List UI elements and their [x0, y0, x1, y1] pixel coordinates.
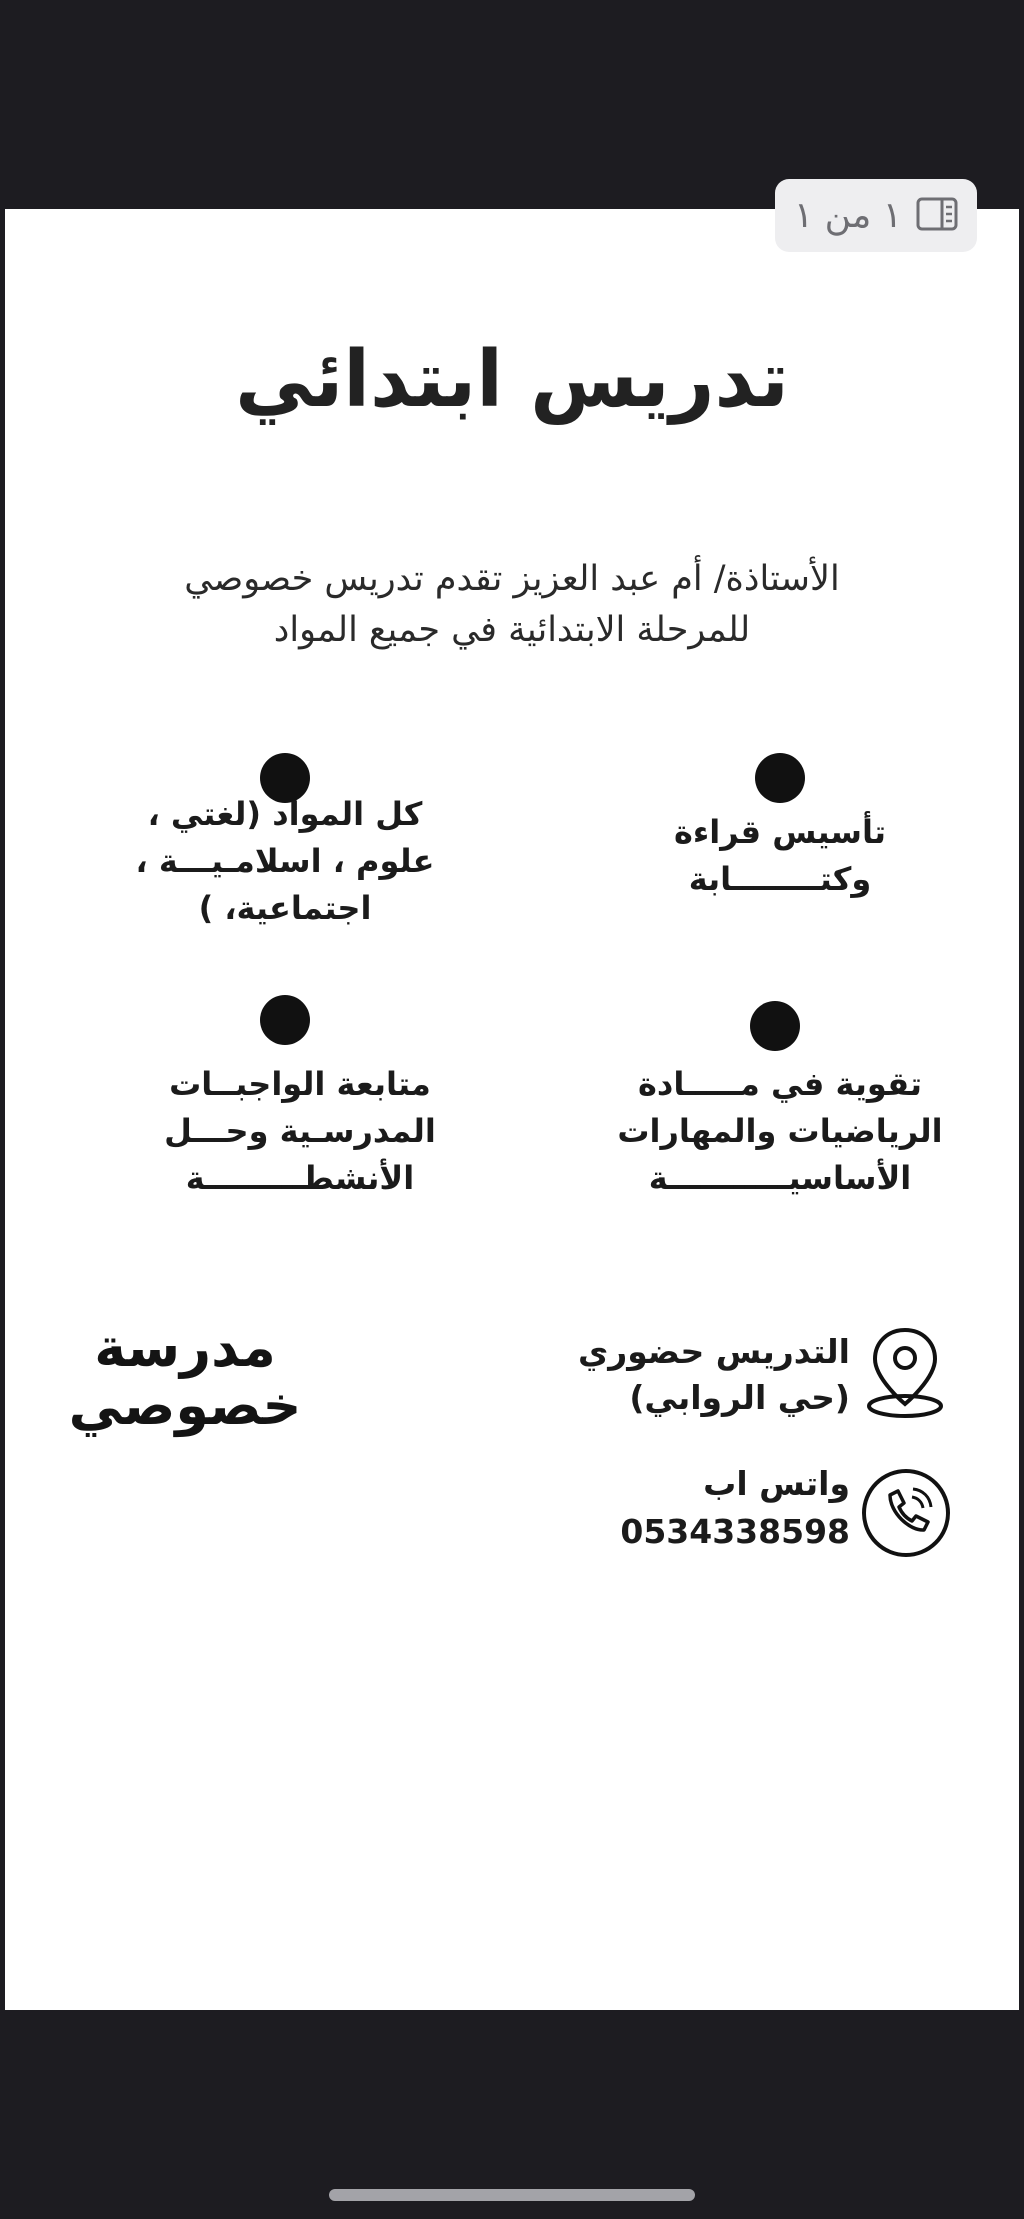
whatsapp-label: واتس اب	[703, 1464, 850, 1503]
feature-math-skills: تقوية في مـــــادة الرياضيات والمهارات الأساسيـــــــــــة	[617, 1065, 943, 1197]
page-counter[interactable]	[775, 179, 977, 252]
whatsapp-number[interactable]: 0534338598	[620, 1512, 850, 1551]
home-indicator[interactable]	[329, 2189, 695, 2201]
sidebar-page-icon	[916, 197, 958, 235]
document-page	[5, 209, 1019, 2010]
page-counter-label: ١ من ١	[793, 195, 903, 236]
map-pin-icon	[865, 1324, 945, 1419]
feature-all-subjects: كل المواد (لغتي ، علوم ، اسلامـيـــة ، اجتماعية، )	[135, 795, 435, 927]
bullet-dot	[260, 995, 310, 1045]
bullet-dot	[755, 753, 805, 803]
bullet-dot	[750, 1001, 800, 1051]
feature-homework: متابعة الواجبــات المدرسـية وحـــل الأنشطـــــــــة	[164, 1065, 436, 1197]
location-text: التدريس حضوري (حي الروابي)	[578, 1332, 850, 1417]
feature-reading-writing: تأسيس قراءة وكتــــــــابة	[673, 813, 886, 898]
phone-icon	[860, 1467, 952, 1559]
flyer-title: تدريس ابتدائي	[235, 335, 789, 425]
flyer-intro: الأستاذة/ أم عبد العزيز تقدم تدريس خصوصي للمرحلة الابتدائية في جميع المواد	[184, 559, 840, 650]
brand-logo-text: مدرسة خصوصي	[68, 1316, 302, 1437]
